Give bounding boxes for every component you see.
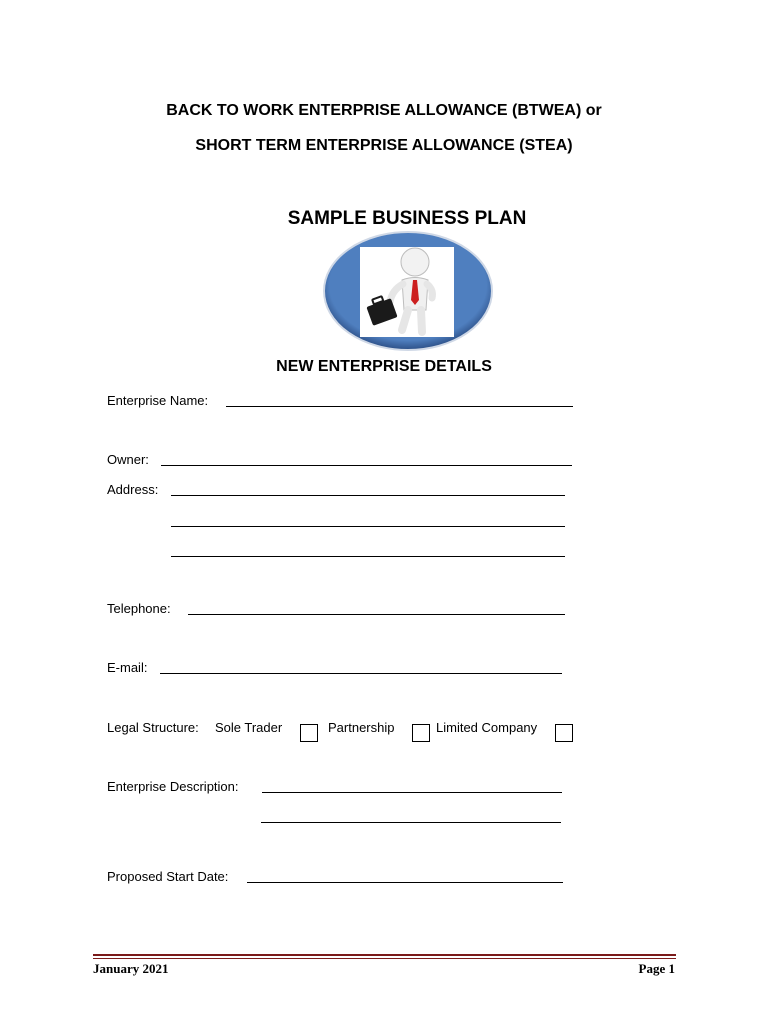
address-label: Address:	[107, 482, 159, 497]
enterprise-description-field-line-2[interactable]	[261, 822, 561, 823]
address-field-line-2[interactable]	[171, 526, 565, 527]
partnership-label: Partnership	[328, 720, 395, 735]
header-line-1: BACK TO WORK ENTERPRISE ALLOWANCE (BTWEA) or	[166, 102, 602, 119]
sole-trader-checkbox[interactable]	[300, 724, 318, 742]
email-label: E-mail:	[107, 660, 148, 675]
partnership-checkbox[interactable]	[412, 724, 430, 742]
enterprise-name-field[interactable]	[226, 406, 573, 407]
sole-trader-label: Sole Trader	[215, 720, 283, 735]
section-title: NEW ENTERPRISE DETAILS	[276, 358, 492, 375]
email-field[interactable]	[160, 673, 562, 674]
enterprise-description-field-line-1[interactable]	[262, 792, 562, 793]
businessman-logo-icon	[322, 230, 494, 352]
enterprise-description-label: Enterprise Description:	[107, 779, 239, 794]
proposed-start-date-field[interactable]	[247, 882, 563, 883]
telephone-label: Telephone:	[107, 601, 171, 616]
owner-label: Owner:	[107, 452, 149, 467]
legal-structure-label: Legal Structure:	[107, 720, 199, 735]
enterprise-name-label: Enterprise Name:	[107, 393, 209, 408]
limited-company-checkbox[interactable]	[555, 724, 573, 742]
footer-rule	[93, 954, 676, 956]
footer-rule-thin	[93, 958, 676, 959]
proposed-start-date-label: Proposed Start Date:	[107, 869, 229, 884]
footer-date: January 2021	[93, 961, 169, 976]
address-field-line-1[interactable]	[171, 495, 565, 496]
document-title: SAMPLE BUSINESS PLAN	[287, 208, 527, 229]
footer-page-number: Page 1	[638, 961, 675, 976]
address-field-line-3[interactable]	[171, 556, 565, 557]
telephone-field[interactable]	[188, 614, 565, 615]
limited-company-label: Limited Company	[436, 720, 538, 735]
header-line-2: SHORT TERM ENTERPRISE ALLOWANCE (STEA)	[195, 137, 573, 154]
owner-field[interactable]	[161, 465, 572, 466]
